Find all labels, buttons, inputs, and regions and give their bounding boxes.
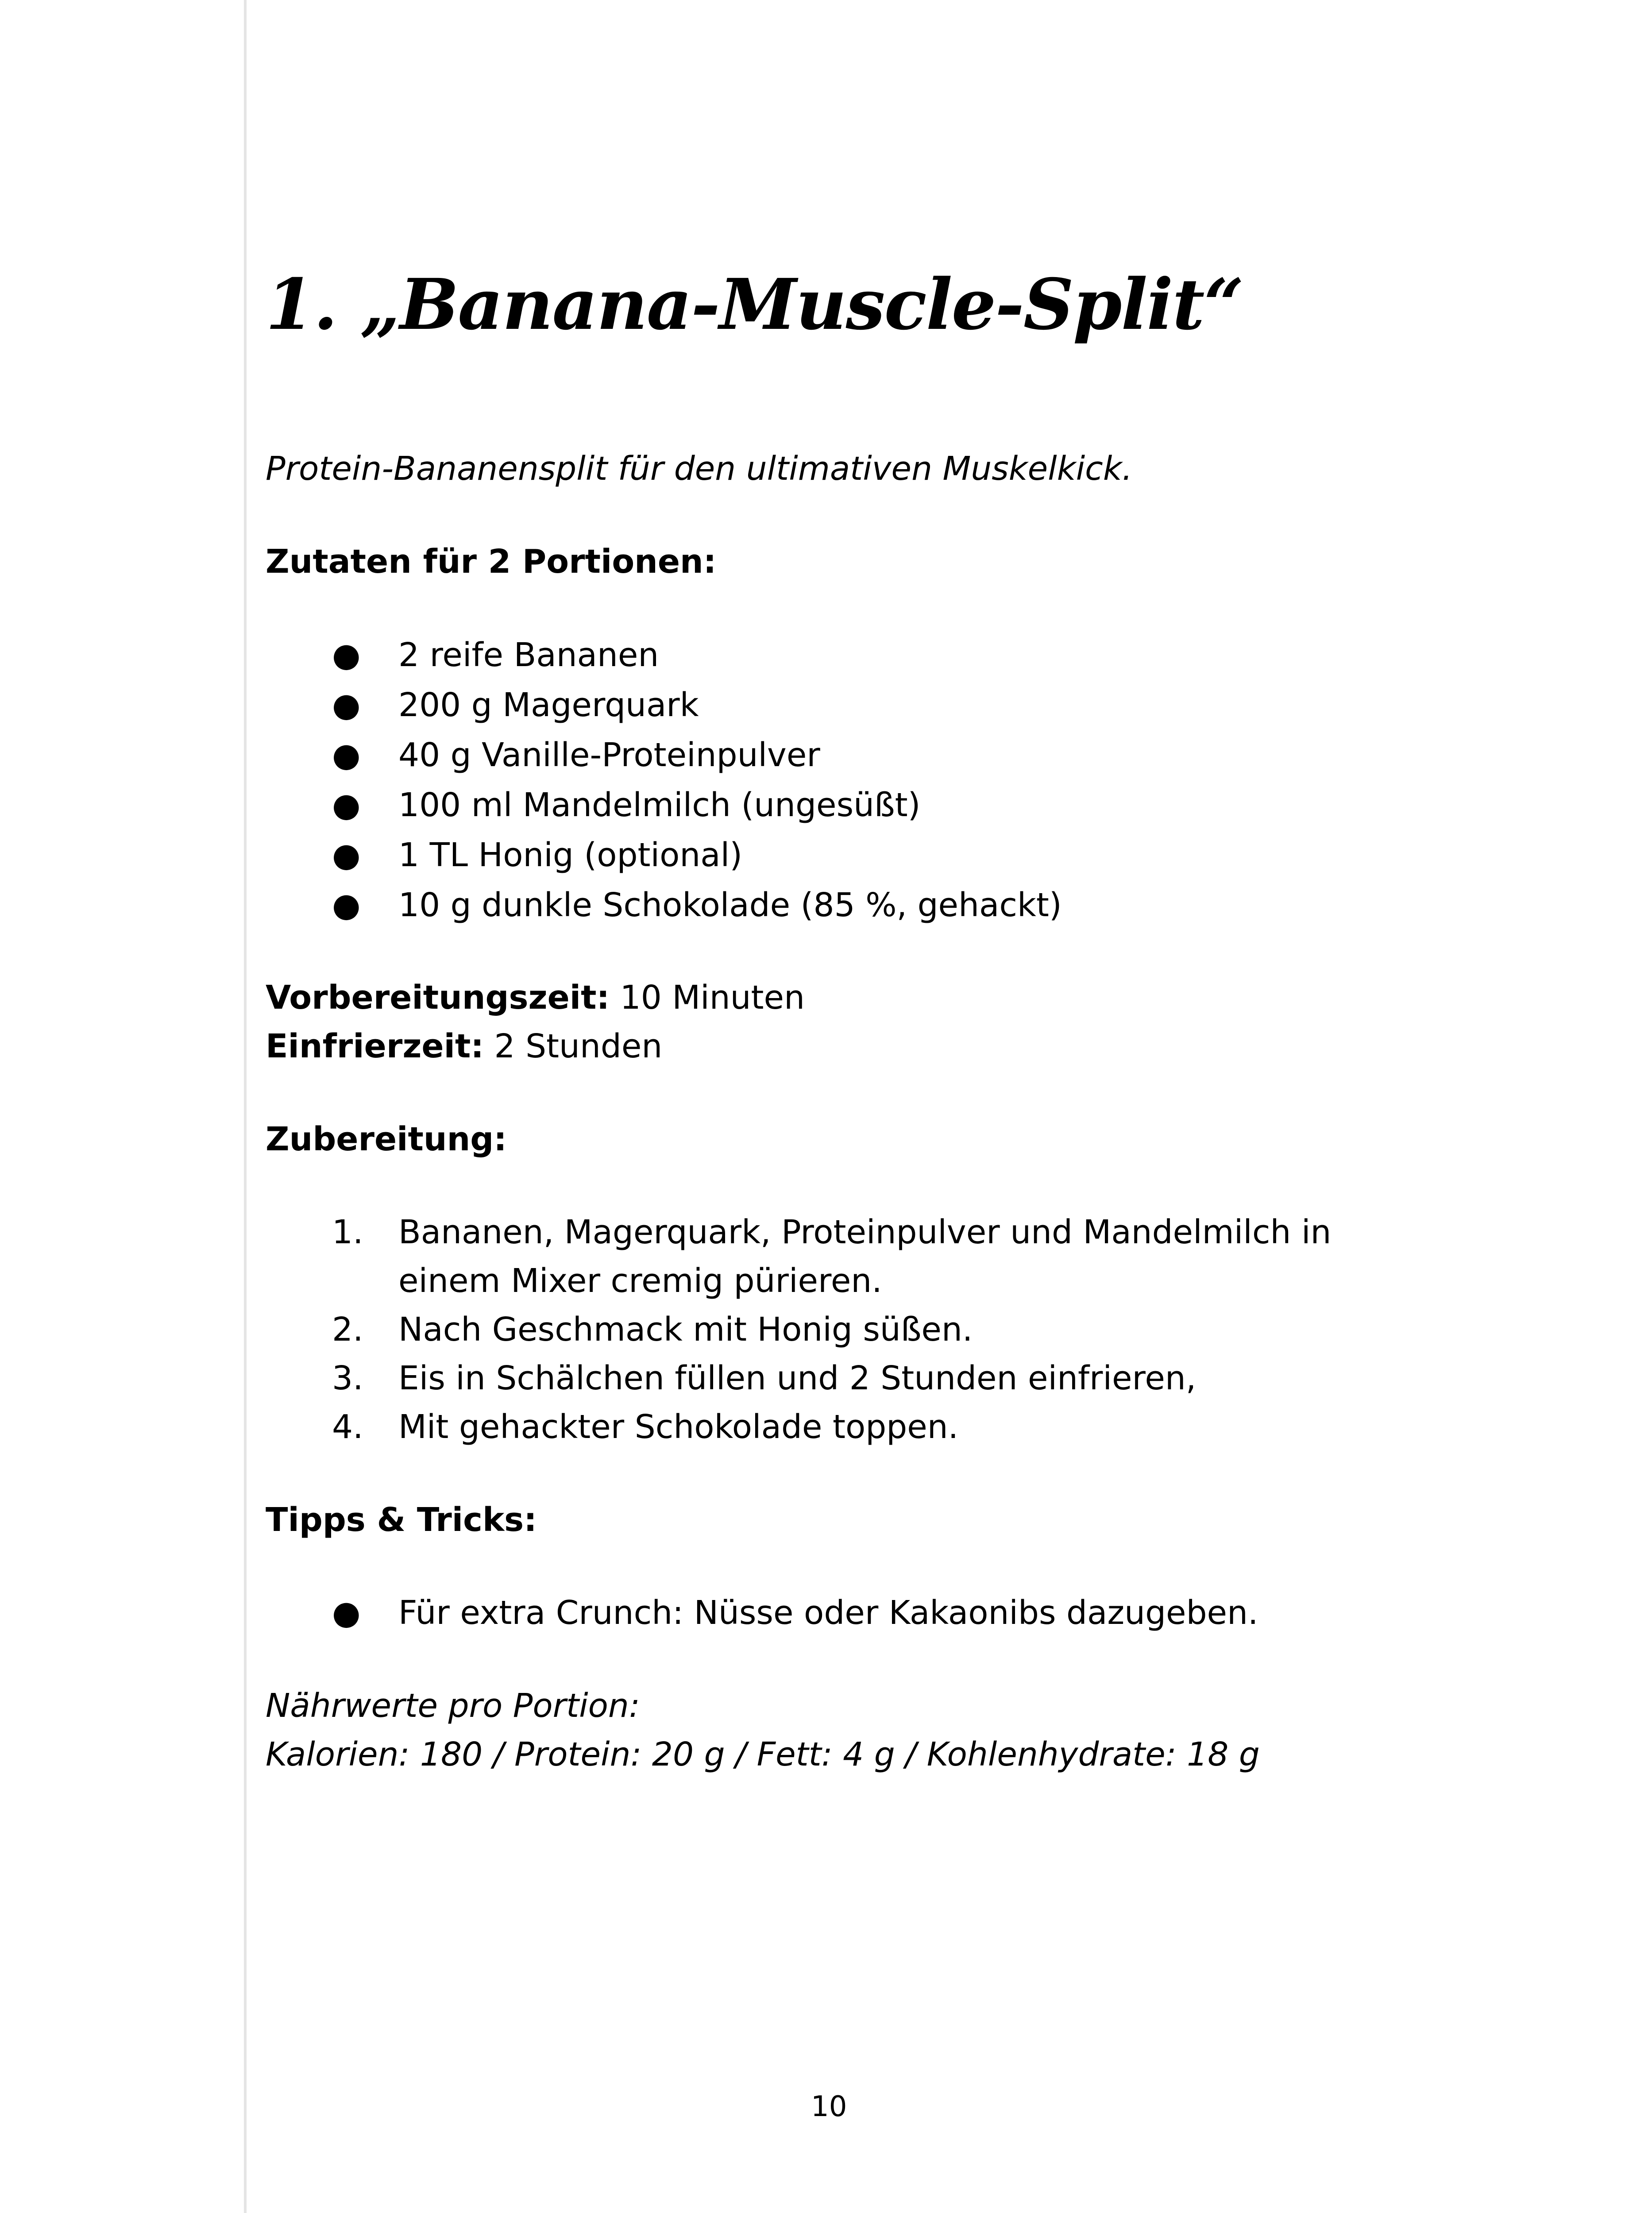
- page-number: 10: [811, 2090, 847, 2123]
- step-text-continued: einem Mixer cremig pürieren.: [398, 1262, 882, 1300]
- page-spine-line: [244, 0, 247, 2213]
- ingredient-item: 1 TL Honig (optional): [398, 836, 743, 874]
- step-text: Nach Geschmack mit Honig süßen.: [398, 1311, 973, 1349]
- step-text: Mit gehackter Schokolade toppen.: [398, 1408, 959, 1446]
- ingredient-item: 2 reife Bananen: [398, 636, 659, 674]
- step-number: 4.: [332, 1408, 363, 1446]
- ingredient-item: 40 g Vanille-Proteinpulver: [398, 736, 820, 774]
- recipe-title: 1. „Banana-Muscle-Split“: [266, 264, 1243, 346]
- recipe-subtitle: Protein-Bananensplit für den ultimativen Muskelkick.: [266, 450, 1133, 488]
- ingredients-heading: Zutaten für 2 Portionen:: [266, 543, 717, 581]
- bullet-icon: ●: [332, 886, 361, 924]
- ingredient-item: 10 g dunkle Schokolade (85 %, gehackt): [398, 886, 1062, 924]
- preparation-heading: Zubereitung:: [266, 1120, 507, 1158]
- nutrition-heading: Nährwerte pro Portion:: [266, 1687, 640, 1725]
- bullet-icon: ●: [332, 836, 361, 874]
- step-number: 2.: [332, 1311, 363, 1349]
- bullet-icon: ●: [332, 1594, 361, 1632]
- step-text: Eis in Schälchen füllen und 2 Stunden einfrieren,: [398, 1359, 1197, 1397]
- prep-time-value: 10 Minuten: [620, 979, 805, 1017]
- tips-heading: Tipps & Tricks:: [266, 1501, 537, 1539]
- freeze-time-label: Einfrierzeit:: [266, 1027, 484, 1065]
- bullet-icon: ●: [332, 786, 361, 824]
- nutrition-values: Kalorien: 180 / Protein: 20 g / Fett: 4 g / Kohlenhydrate: 18 g: [266, 1735, 1260, 1773]
- prep-time-label: Vorbereitungszeit:: [266, 979, 610, 1017]
- freeze-time: [266, 1027, 662, 1066]
- ingredient-item: 200 g Magerquark: [398, 686, 699, 724]
- freeze-time-value: 2 Stunden: [494, 1027, 663, 1065]
- ingredient-item: 100 ml Mandelmilch (ungesüßt): [398, 786, 921, 824]
- bullet-icon: ●: [332, 686, 361, 724]
- prep-time: [266, 978, 805, 1018]
- bullet-icon: ●: [332, 636, 361, 674]
- step-number: 1.: [332, 1213, 363, 1251]
- step-number: 3.: [332, 1359, 363, 1397]
- step-text: Bananen, Magerquark, Proteinpulver und Mandelmilch in: [398, 1213, 1332, 1251]
- tip-item: Für extra Crunch: Nüsse oder Kakaonibs dazugeben.: [398, 1594, 1258, 1632]
- bullet-icon: ●: [332, 736, 361, 774]
